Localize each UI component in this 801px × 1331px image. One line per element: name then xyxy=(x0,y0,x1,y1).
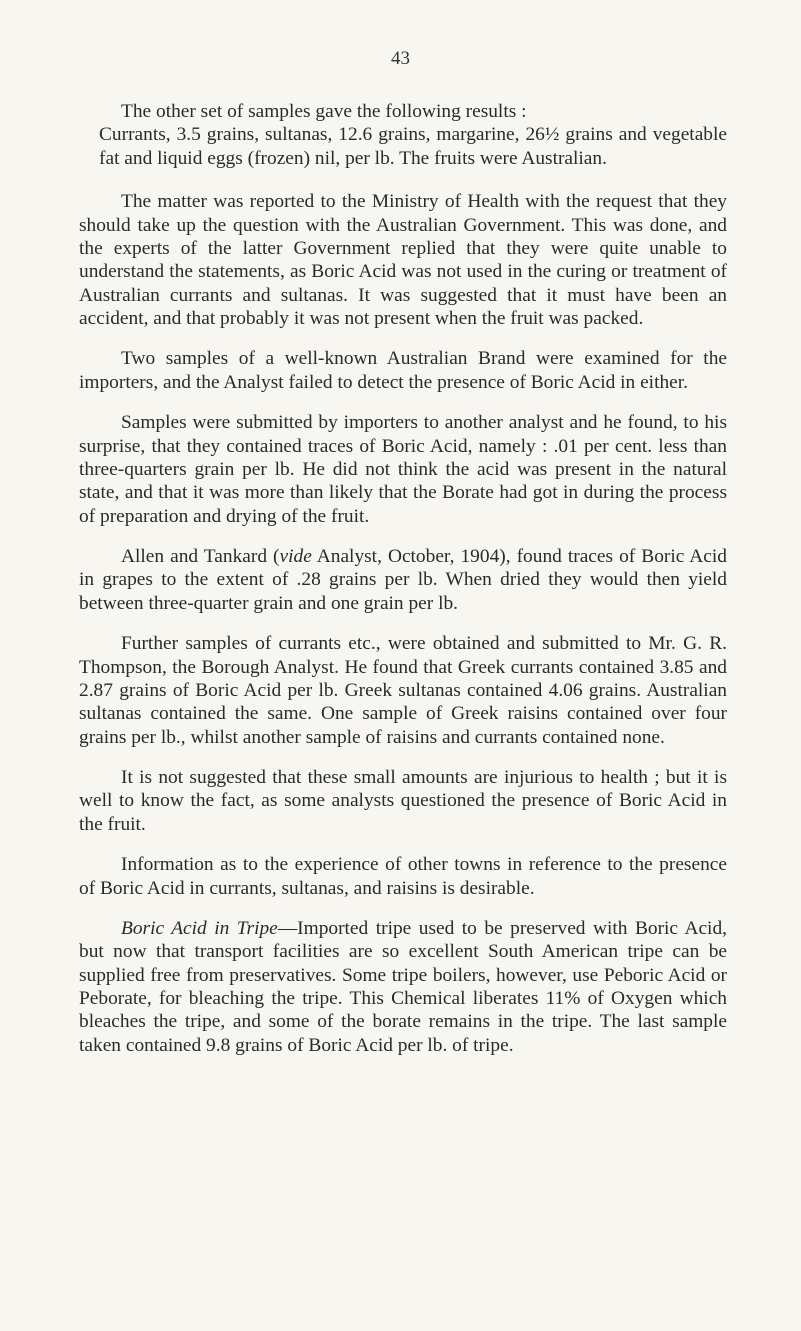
paragraph-information-request: Information as to the experience of other towns in reference to the presence of Boric Acid in currants, sultanas, and raisins is desirable. xyxy=(79,854,727,899)
tripe-heading: Boric Acid in Tripe xyxy=(121,917,278,939)
paragraph-importer-samples: Samples were submitted by importers to another analyst and he found, to his surprise, that they contained traces of Boric Acid, namely : .01 per cent. less than three-quarters grain per lb. He did not think the acid was present in the natural state, and that it was more than likely that the Borate had got in during the process of preparation and drying of the fruit. xyxy=(79,412,727,527)
paragraph-boric-acid-tripe xyxy=(79,917,727,1057)
results-list: Currants, 3.5 grains, sultanas, 12.6 grains, margarine, 26½ grains and vegetable fat and liquid eggs (frozen) nil, per lb. The fruits were Australian. xyxy=(99,124,727,169)
tripe-text: —Imported tripe used to be preserved with Boric Acid, but now that transport facilities are so excellent South American tripe can be supplied free from preservatives. Some tripe boilers, however, use Peboric Acid or Peborate, for bleaching the tripe. This Chemical liberates 11% of Oxygen which bleaches the tripe, and some of the borate remains in the tripe. The last sample taken contained 9.8 grains of Boric Acid per lb. of tripe. xyxy=(79,917,727,1056)
vide-italic: vide xyxy=(279,546,312,567)
paragraph-ministry-report: The matter was reported to the Ministry of Health with the request that they should take up the question with the Australian Government. This was done, and the experts of the latter Government replied that they were quite unable to understand the statements, as Boric Acid was not used in the curing or treatment of Australian currants and sultanas. It was suggested that it must have been an accident, and that probably it was not present when the fruit was packed. xyxy=(79,191,727,329)
document-body xyxy=(79,100,727,1074)
results-intro: The other set of samples gave the following results : xyxy=(121,101,527,122)
paragraph-allen-tankard xyxy=(79,545,727,615)
allen-prefix: Allen and Tankard ( xyxy=(121,546,280,567)
paragraph-not-injurious: It is not suggested that these small amounts are injurious to health ; but it is well to know the fact, as some analysts questioned the presence of Boric Acid in the fruit. xyxy=(79,767,727,835)
page-number: 43 xyxy=(391,48,410,69)
paragraph-brand-samples: Two samples of a well-known Australian Brand were examined for the importers, and the Analyst failed to detect the presence of Boric Acid in either. xyxy=(79,348,727,393)
allen-rest: Analyst, October, 1904), found traces of Boric Acid in grapes to the extent of .28 grains per lb. When dried they would then yield between three-quarter grain and one grain per lb. xyxy=(79,546,727,614)
paragraph-further-samples: Further samples of currants etc., were obtained and submitted to Mr. G. R. Thompson, the Borough Analyst. He found that Greek currants contained 3.85 and 2.87 grains of Boric Acid per lb. Greek sultanas contained 4.06 grains. Australian sultanas contained the same. One sample of Greek raisins contained over four grains per lb., whilst another sample of raisins and currants contained none. xyxy=(79,633,727,748)
